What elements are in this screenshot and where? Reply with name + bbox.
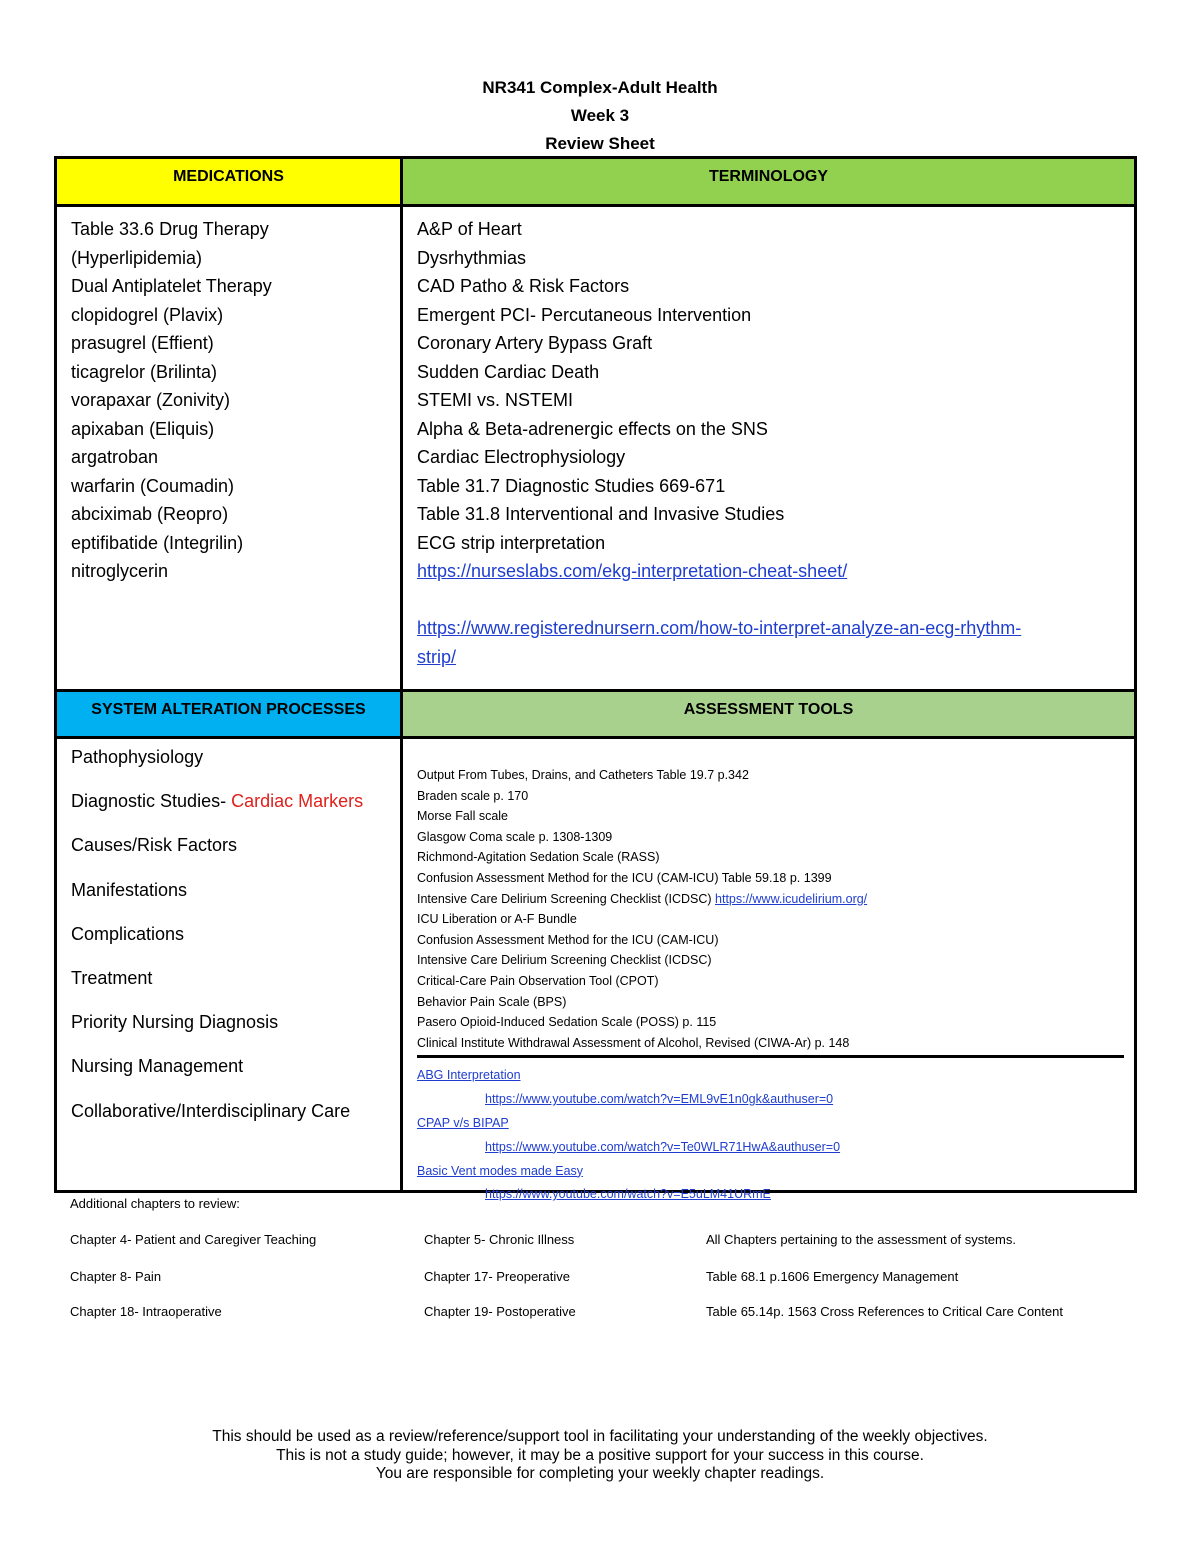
video-links: [403, 1064, 1134, 1207]
terminology-list: [403, 207, 1134, 689]
list-item: Confusion Assessment Method for the ICU (CAM-ICU): [417, 932, 719, 947]
list-item: Clinical Institute Withdrawal Assessment of Alcohol, Revised (CIWA-Ar) p. 148: [417, 1035, 850, 1050]
list-item: prasugrel (Effient): [71, 333, 214, 353]
list-item: Table 31.8 Interventional and Invasive Studies: [417, 504, 785, 524]
chapter-item: Chapter 8- Pain: [70, 1269, 162, 1284]
list-item: ICU Liberation or A-F Bundle: [417, 912, 577, 927]
review-table: [54, 156, 1137, 1202]
chapter-item: Chapter 5- Chronic Illness: [424, 1232, 575, 1247]
icu-delirium-link[interactable]: https://www.icudelirium.org/: [715, 891, 868, 906]
chapter-item: Chapter 4- Patient and Caregiver Teaching: [70, 1232, 317, 1247]
footer-line: This is not a study guide; however, it may be a positive support for your success in this course.: [276, 1446, 924, 1464]
list-item: Sudden Cardiac Death: [417, 361, 600, 382]
list-item: nitroglycerin: [71, 561, 169, 581]
list-item: Critical-Care Pain Observation Tool (CPOT): [417, 973, 659, 988]
list-item: Morse Fall scale: [417, 809, 508, 824]
list-item: Intensive Care Delirium Screening Checklist (ICDSC): [417, 953, 712, 968]
list-item: Causes/Risk Factors: [71, 835, 238, 856]
chapter-item: Table 65.14p. 1563 Cross References to Critical Care Content: [706, 1304, 1063, 1319]
list-item: Collaborative/Interdisciplinary Care: [71, 1100, 351, 1121]
list-item: A&P of Heart: [417, 219, 522, 239]
list-item: Output From Tubes, Drains, and Catheters Table 19.7 p.342: [417, 768, 749, 782]
list-item: Dual Antiplatelet Therapy: [71, 276, 272, 296]
list-item: apixaban (Eliquis): [71, 418, 215, 439]
chapter-item: Chapter 19- Postoperative: [424, 1304, 576, 1319]
list-item: Dysrhythmias: [417, 247, 527, 268]
document-header: [0, 74, 1200, 158]
list-item: Braden scale p. 170: [417, 788, 529, 803]
list-item: Confusion Assessment Method for the ICU (CAM-ICU) Table 59.18 p. 1399: [417, 870, 832, 885]
abg-video-url[interactable]: https://www.youtube.com/watch?v=EML9vE1n0gk&authuser=0: [485, 1092, 834, 1107]
vent-video-url[interactable]: https://www.youtube.com/watch?v=E5uLM41URmE: [485, 1187, 771, 1202]
cpap-bipap-link[interactable]: CPAP v/s BIPAP: [417, 1115, 509, 1130]
footer-note: [0, 1428, 1200, 1484]
chapter-item: All Chapters pertaining to the assessment of systems.: [706, 1232, 1016, 1247]
list-item: Alpha & Beta-adrenergic effects on the SNS: [417, 418, 768, 439]
list-item: (Hyperlipidemia): [71, 247, 203, 268]
list-item: Emergent PCI- Percutaneous Intervention: [417, 304, 752, 325]
assessment-tools-header: ASSESSMENT TOOLS: [403, 692, 1134, 736]
list-item: Nursing Management: [71, 1056, 244, 1077]
list-item: Richmond-Agitation Sedation Scale (RASS): [417, 850, 660, 865]
sheet-title: Review Sheet: [545, 134, 655, 153]
medications-header: MEDICATIONS: [57, 159, 400, 204]
footer-line: This should be used as a review/reference/support tool in facilitating your understanding of the weekly objectives.: [212, 1428, 988, 1445]
week-label: Week 3: [570, 106, 630, 125]
footer-line: You are responsible for completing your weekly chapter readings.: [375, 1465, 825, 1482]
list-item: Diagnostic Studies- Cardiac Markers: [71, 791, 364, 812]
list-item: warfarin (Coumadin): [71, 475, 235, 496]
chapter-item: Chapter 18- Intraoperative: [70, 1304, 222, 1319]
list-item: Table 31.7 Diagnostic Studies 669-671: [417, 475, 726, 496]
ecg-rhythm-link-cont[interactable]: strip/: [417, 646, 457, 667]
list-item: Coronary Artery Bypass Graft: [417, 333, 653, 353]
list-item: eptifibatide (Integrilin): [71, 532, 244, 553]
list-item: vorapaxar (Zonivity): [71, 390, 231, 410]
terminology-header: TERMINOLOGY: [403, 159, 1134, 204]
list-item: clopidogrel (Plavix): [71, 304, 224, 325]
system-alteration-header: SYSTEM ALTERATION PROCESSES: [57, 692, 400, 736]
cpap-video-url[interactable]: https://www.youtube.com/watch?v=Te0WLR71HwA&authuser=0: [485, 1139, 841, 1154]
list-item: Treatment: [71, 967, 153, 988]
section-separator: [417, 1055, 1124, 1058]
list-item: Pasero Opioid-Induced Sedation Scale (POSS) p. 115: [417, 1015, 717, 1030]
ekg-cheat-sheet-link[interactable]: https://nurseslabs.com/ekg-interpretation-cheat-sheet/: [417, 561, 848, 581]
list-item: Cardiac Electrophysiology: [417, 447, 626, 467]
list-item: Pathophysiology: [71, 747, 204, 767]
list-item: Glasgow Coma scale p. 1308-1309: [417, 829, 613, 844]
vent-modes-link[interactable]: Basic Vent modes made Easy: [417, 1163, 584, 1178]
list-item: argatroban: [71, 447, 159, 467]
list-item: Behavior Pain Scale (BPS): [417, 994, 567, 1009]
list-item: ticagrelor (Brilinta): [71, 361, 218, 382]
cardiac-markers-highlight: Cardiac Markers: [231, 791, 364, 812]
course-title: NR341 Complex-Adult Health: [482, 78, 718, 97]
list-item: STEMI vs. NSTEMI: [417, 390, 574, 410]
list-item: Priority Nursing Diagnosis: [71, 1012, 279, 1033]
list-item: ECG strip interpretation: [417, 532, 606, 553]
list-item: Intensive Care Delirium Screening Checklist (ICDSC) https://www.icudelirium.org/: [417, 891, 868, 906]
ecg-rhythm-link[interactable]: https://www.registerednursern.com/how-to-interpret-analyze-an-ecg-rhythm-: [417, 618, 1022, 638]
system-alteration-list: [57, 739, 400, 1190]
chapter-item: Table 68.1 p.1606 Emergency Management: [706, 1269, 959, 1284]
list-item: Complications: [71, 923, 185, 944]
list-item: abciximab (Reopro): [71, 504, 229, 524]
list-item: Manifestations: [71, 879, 188, 900]
assessment-tools-list: [403, 739, 1134, 1053]
additional-chapters-title: Additional chapters to review:: [70, 1196, 240, 1211]
list-item: Table 33.6 Drug Therapy: [71, 219, 269, 239]
list-item: CAD Patho & Risk Factors: [417, 276, 630, 296]
medications-list: [57, 207, 400, 689]
assessment-tools-cell: [403, 739, 1134, 1202]
spacer: [417, 586, 1134, 615]
abg-interpretation-link[interactable]: ABG Interpretation: [417, 1068, 521, 1083]
chapter-item: Chapter 17- Preoperative: [424, 1269, 570, 1284]
